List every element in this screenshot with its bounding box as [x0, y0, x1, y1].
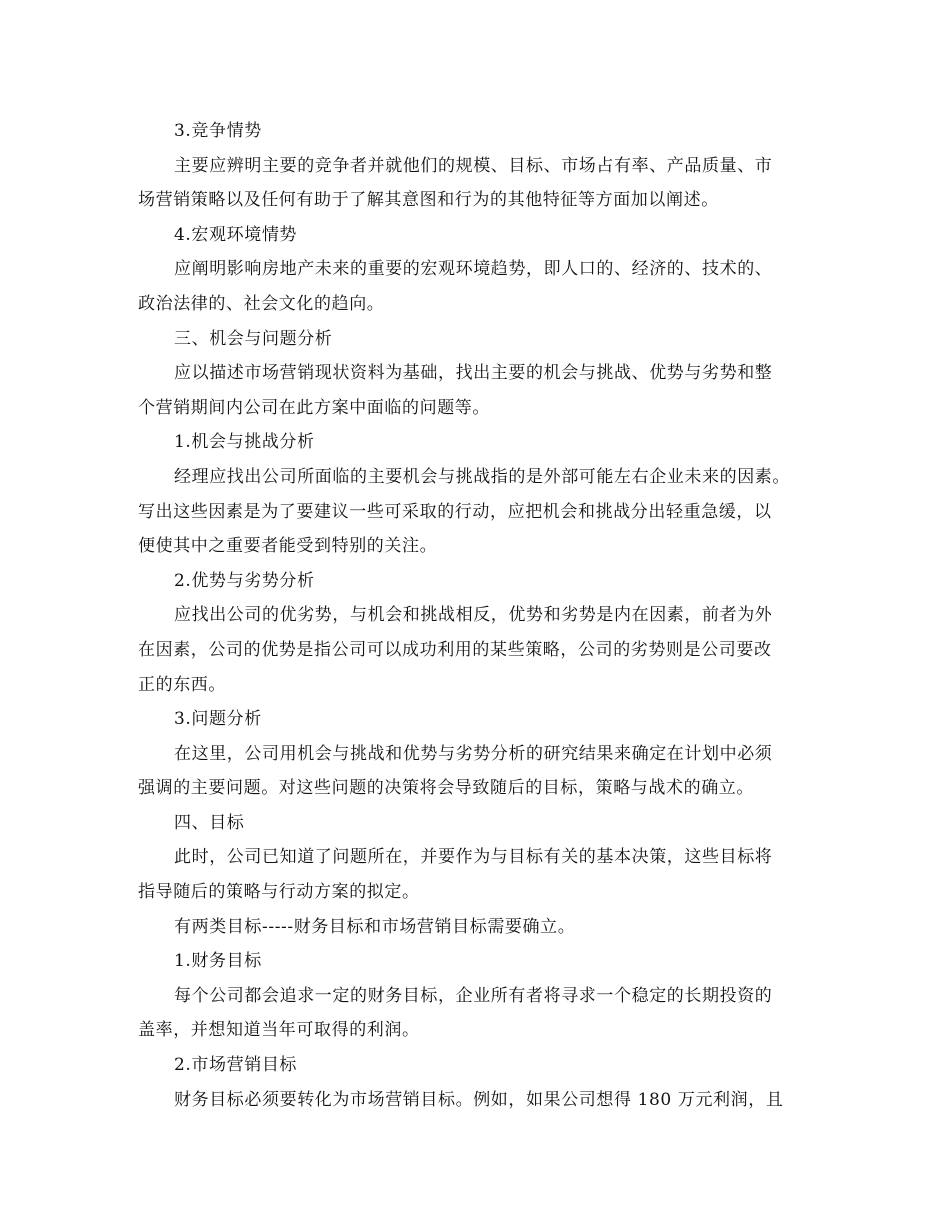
paragraph-line: 写出这些因素是为了要建议一些可采取的行动，应把机会和挑战分出轻重急缓，以 — [138, 501, 772, 522]
document-body — [138, 114, 813, 1117]
section-heading-marketing-objectives: 2.市场营销目标 — [174, 1055, 298, 1076]
section-heading-macro-environment: 4.宏观环境情势 — [174, 224, 298, 245]
section-heading-competition: 3.竞争情势 — [174, 121, 262, 141]
section-heading-financial-objectives: 1.财务目标 — [174, 951, 262, 972]
section-heading-problem-analysis: 3.问题分析 — [174, 709, 262, 730]
paragraph-line: 正的东西。 — [138, 674, 226, 695]
paragraph-line: 指导随后的策略与行动方案的拟定。 — [138, 882, 420, 903]
paragraph-line: 经理应找出公司所面临的主要机会与挑战指的是外部可能左右企业未来的因素。 — [174, 466, 790, 487]
paragraph-line: 便使其中之重要者能受到特别的关注。 — [138, 536, 438, 557]
paragraph-line: 主要应辨明主要的竞争者并就他们的规模、目标、市场占有率、产品质量、市 — [174, 155, 773, 176]
paragraph-line: 此时，公司已知道了问题所在，并要作为与目标有关的基本决策，这些目标将 — [174, 847, 773, 868]
section-heading-objectives: 四、目标 — [174, 812, 245, 833]
paragraph-line: 盖率，并想知道当年可取得的利润。 — [138, 1020, 420, 1041]
paragraph-line: 在这里，公司用机会与挑战和优势与劣势分析的研究结果来确定在计划中必须 — [174, 743, 773, 764]
section-heading-opportunity-challenge: 1.机会与挑战分析 — [174, 432, 315, 453]
paragraph-line: 应找出公司的优劣势，与机会和挑战相反，优势和劣势是内在因素，前者为外 — [174, 605, 773, 626]
paragraph-line: 应以描述市场营销现状资料为基础，找出主要的机会与挑战、优势与劣势和整 — [174, 363, 773, 384]
paragraph-line: 应阐明影响房地产未来的重要的宏观环境趋势，即人口的、经济的、技术的、 — [174, 259, 773, 280]
paragraph-line: 在因素，公司的优势是指公司可以成功利用的某些策略，公司的劣势则是公司要改 — [138, 639, 772, 660]
paragraph-line: 政治法律的、社会文化的趋向。 — [138, 293, 385, 314]
paragraph-line: 个营销期间内公司在此方案中面临的问题等。 — [138, 397, 490, 418]
section-heading-opportunity-analysis: 三、机会与问题分析 — [174, 328, 333, 349]
paragraph-line: 每个公司都会追求一定的财务目标，企业所有者将寻求一个稳定的长期投资的 — [174, 985, 773, 1006]
section-heading-strength-weakness: 2.优势与劣势分析 — [174, 570, 315, 591]
paragraph-line: 强调的主要问题。对这些问题的决策将会导致随后的目标，策略与战术的确立。 — [138, 778, 754, 799]
paragraph-line: 场营销策略以及任何有助于了解其意图和行为的其他特征等方面加以阐述。 — [138, 190, 719, 211]
paragraph-line: 有两类目标-----财务目标和市场营销目标需要确立。 — [174, 916, 576, 937]
paragraph-line: 财务目标必须要转化为市场营销目标。例如，如果公司想得 180 万元利润，且 — [174, 1089, 784, 1110]
